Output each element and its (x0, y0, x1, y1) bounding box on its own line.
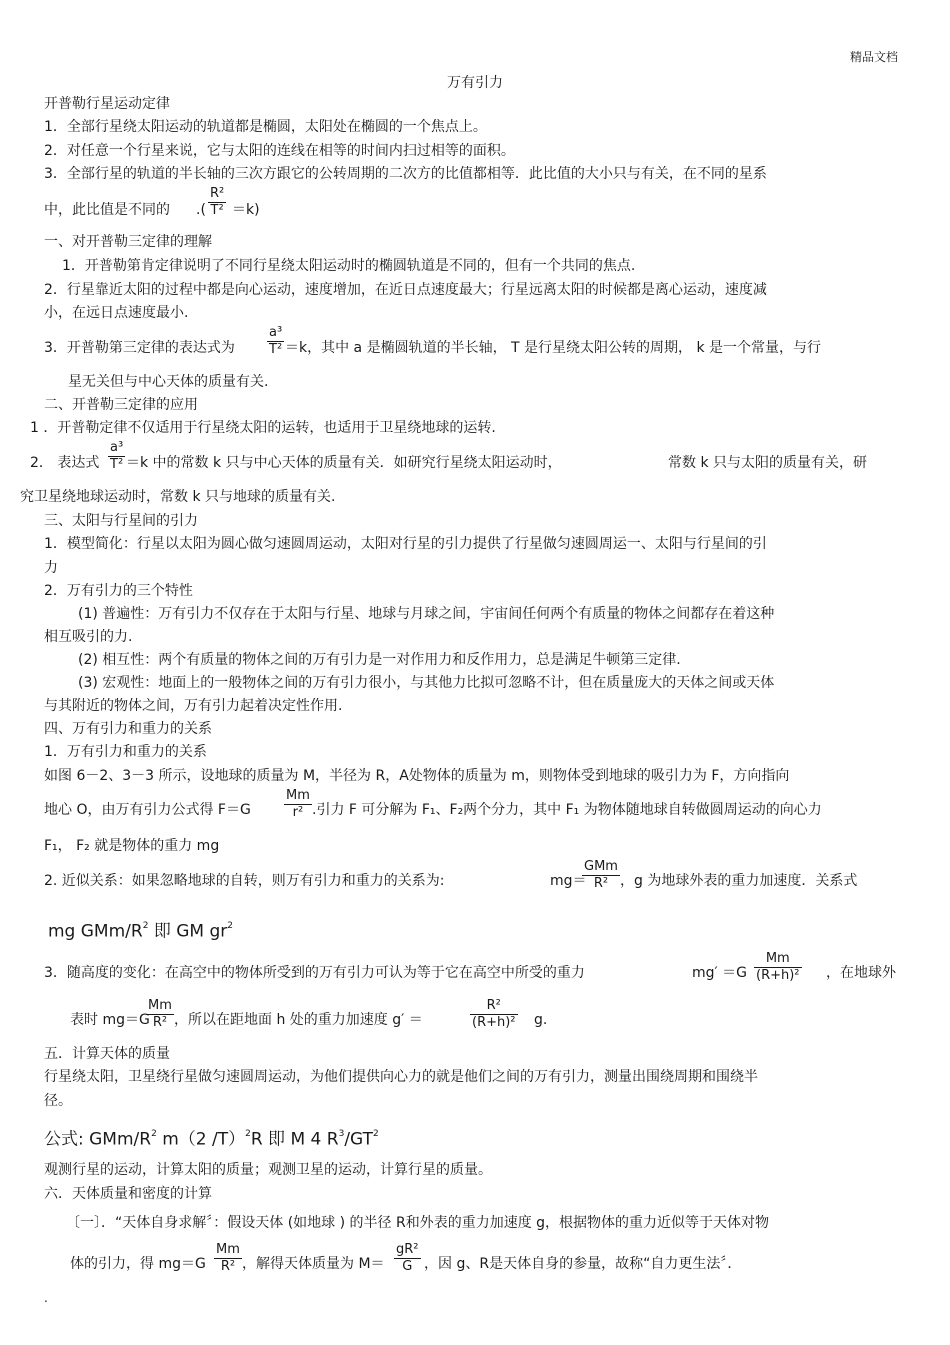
fraction-r2-over-rh2 (470, 999, 518, 1030)
section-1-item-3: 3．开普勒第三定律的表达式为 (44, 340, 235, 356)
section-2-heading: 二、开普勒三定律的应用 (44, 397, 198, 413)
section-4-item-3: 3．随高度的变化：在高空中的物体所受到的万有引力可认为等于它在高空中所受的重力 (44, 965, 585, 981)
superscript: 2 (245, 1129, 251, 1139)
section-3-trait-1-cont: 相互吸引的力. (44, 629, 133, 645)
fraction-denominator: (R+h)² (472, 1015, 516, 1030)
fraction-numerator: Mm (148, 998, 172, 1013)
kepler-law-3-paren: .( (196, 202, 206, 218)
section-4-item-3-rest: ，在地球外 (826, 965, 896, 981)
page-footer-dot: . (44, 1291, 48, 1305)
section-3-trait-3: (3) 宏观性：地面上的一般物体之间的万有引力很小，与其他力比拟可忽略不计，但在质量庞大的天体之间或天体 (78, 675, 775, 691)
section-4-item-1-text: 如图 6－2、3－3 所示，设地球的质量为 M，半径为 R，A处物体的质量为 m，则物体受到地球的吸引力为 F，方向指向 (44, 768, 790, 784)
superscript: 2 (373, 1129, 379, 1139)
section-4-item-3-g: g. (534, 1012, 548, 1028)
section-4-item-2: 2. 近似关系：如果忽略地球的自转，则万有引力和重力的关系为: (44, 873, 445, 889)
section-4-item-1-decompose: .引力 F 可分解为 F₁、F₂两个分力，其中 F₁ 为物体随地球自转做圆周运动的向心力 (312, 802, 822, 818)
superscript: 2 (142, 921, 149, 931)
fraction-denominator: T² (269, 342, 283, 357)
fraction-denominator: R² (220, 1259, 236, 1274)
fraction-a3-over-t2-2 (108, 441, 125, 472)
section-1-item-2: 2．行星靠近太阳的过程中都是向心运动，速度增加，在近日点速度最大；行星远离太阳的时候都是离心运动，速度减 (44, 282, 767, 298)
section-5-text-cont: 径。 (44, 1093, 72, 1109)
fraction-denominator: T² (210, 203, 224, 218)
section-4-item-2-rest: ，g 为地球外表的重力加速度．关系式 (620, 873, 858, 889)
section-1-heading: 一、对开普勒三定律的理解 (44, 234, 212, 250)
kepler-law-3-cont: 中，此比值是不同的 (44, 202, 170, 218)
section-4-heading: 四、万有引力和重力的关系 (44, 721, 212, 737)
fraction-denominator: R² (593, 876, 609, 891)
fraction-mm-over-rh2 (754, 952, 802, 983)
section-1-item-3-cont: 星无关但与中心天体的质量有关. (68, 374, 269, 390)
section-3-trait-3-cont: 与其附近的物体之间，万有引力起着决定性作用. (44, 698, 343, 714)
section-3-item-1-cont: 力 (44, 560, 58, 576)
fraction-gmm-over-r2 (582, 860, 620, 891)
section-5-observe: 观测行星的运动，计算太阳的质量；观测卫星的运动，计算行星的质量。 (44, 1162, 492, 1178)
section-2-item-2: 2． 表达式 (30, 455, 100, 471)
section-6-item-1: 〔一〕．“天体自身求解〞：假设天体 (如地球 ) 的半径 R和外表的重力加速度 g，根据物体的重力近似等于天体对物 (66, 1215, 770, 1231)
section-4-item-3-surface: 表时 mg＝G (70, 1012, 150, 1028)
formula-part: R 即 M 4 R (250, 1129, 339, 1150)
section-4-item-1-gravity: F₁， F₂ 就是物体的重力 mg (44, 838, 220, 854)
section-1-item-3-rest: ＝k，其中 a 是椭圆轨道的半长轴， T 是行星绕太阳公转的周期， k 是一个常量，与行 (285, 340, 822, 356)
section-3-item-2: 2．万有引力的三个特性 (44, 583, 193, 599)
section-4-item-2-mg: mg＝ (550, 873, 587, 889)
fraction-numerator: R² (486, 998, 501, 1013)
section-2-item-2-right: 常数 k 只与太阳的质量有关，研 (668, 455, 868, 471)
fraction-denominator: R² (152, 1015, 168, 1030)
fraction-numerator: a³ (269, 325, 283, 340)
formula-part: 即 GM gr (148, 921, 228, 942)
fraction-numerator: Mm (216, 1242, 240, 1257)
formula-part: m（2 /T） (156, 1129, 246, 1150)
fraction-numerator: R² (210, 186, 225, 201)
section-1-item-1: 1．开普勒第肯定律说明了不同行星绕太阳运动时的椭圆轨道是不同的，但有一个共同的焦点. (62, 258, 636, 274)
fraction-numerator: Mm (765, 951, 790, 966)
fraction-numerator: gR² (396, 1242, 419, 1257)
section-3-trait-2: (2) 相互性：两个有质量的物体之间的万有引力是一对作用力和反作用力，总是满足牛顿第三定律. (78, 652, 681, 668)
kepler-law-3: 3．全部行星的轨道的半长轴的三次方跟它的公转周期的二次方的比值都相等．此比值的大小只与有关，在不同的星系 (44, 166, 767, 182)
section-3-trait-1: (1) 普遍性：万有引力不仅存在于太阳与行星、地球与月球之间，宇宙间任何两个有质量的物体之间都存在着这种 (78, 606, 775, 622)
section-3-heading: 三、太阳与行星间的引力 (44, 513, 198, 529)
section-4-item-3-mg: mg′ ＝G (692, 965, 748, 981)
superscript: 2 (227, 921, 234, 931)
fraction-gr2-over-g (394, 1243, 421, 1274)
section-6-item-1-mass: ，解得天体质量为 M＝ (242, 1256, 385, 1272)
section-2-item-2-mid: ＝k 中的常数 k 只与中心天体的质量有关．如研究行星绕太阳运动时， (126, 455, 562, 471)
fraction-denominator: (R+h)² (756, 968, 800, 983)
section-5-heading: 五．计算天体的质量 (44, 1046, 170, 1062)
section-3-item-1: 1．模型简化：行星以太阳为圆心做匀速圆周运动，太阳对行星的引力提供了行星做匀速圆周运一、太阳与行星间的引 (44, 536, 767, 552)
section-4-item-1-formula: 地心 O，由万有引力公式得 F＝G (44, 802, 251, 818)
fraction-numerator: a³ (110, 440, 124, 455)
section-6-heading: 六．天体质量和密度的计算 (44, 1186, 212, 1202)
kepler-heading: 开普勒行星运动定律 (44, 96, 170, 112)
section-4-item-3-height: ，所以在距地面 h 处的重力加速度 g′ ＝ (174, 1012, 423, 1028)
fraction-denominator: r² (292, 805, 304, 820)
fraction-denominator: T² (110, 457, 124, 472)
formula-part: /GT (344, 1129, 373, 1150)
fraction-mm-over-r2-c (214, 1243, 242, 1274)
fraction-numerator: Mm (286, 788, 310, 803)
section-4-formula (48, 920, 233, 940)
section-1-item-2-cont: 小，在远日点速度最小. (44, 305, 189, 321)
section-5-formula (44, 1128, 379, 1148)
fraction-a3-over-t2 (267, 326, 284, 357)
section-4-item-1: 1．万有引力和重力的关系 (44, 744, 207, 760)
section-5-text: 行星绕太阳，卫星绕行星做匀速圆周运动，为他们提供向心力的就是他们之间的万有引力，测量出围绕周期和围绕半 (44, 1069, 758, 1085)
formula-part: mg GMm/R (48, 921, 143, 942)
section-2-item-1: 1 ．开普勒定律不仅适用于行星绕太阳的运转，也适用于卫星绕地球的运转. (30, 420, 496, 436)
section-6-item-1-cont: 体的引力，得 mg＝G (70, 1256, 206, 1272)
fraction-r2-over-t2 (208, 187, 226, 218)
fraction-numerator: GMm (584, 859, 618, 874)
fraction-mm-over-r2-b (146, 999, 174, 1030)
kepler-law-3-eq: ＝k) (232, 202, 260, 218)
formula-part: 公式: GMm/R (44, 1129, 152, 1150)
kepler-law-1: 1．全部行星绕太阳运动的轨道都是椭圆，太阳处在椭圆的一个焦点上。 (44, 119, 487, 135)
superscript: 3 (338, 1129, 345, 1139)
page-watermark: 精品文档 (849, 50, 898, 64)
fraction-denominator: G (402, 1259, 413, 1274)
section-2-item-2-cont: 究卫星绕地球运动时，常数 k 只与地球的质量有关. (20, 489, 336, 505)
kepler-law-2: 2．对任意一个行星来说，它与太阳的连线在相等的时间内扫过相等的面积。 (44, 143, 515, 159)
fraction-mm-over-r2 (284, 789, 312, 820)
page-title: 万有引力 (447, 75, 503, 91)
section-6-item-1-rest: ，因 g、R是天体自身的参量，故称“自力更生法〞． (424, 1256, 742, 1272)
superscript: 2 (151, 1129, 157, 1139)
